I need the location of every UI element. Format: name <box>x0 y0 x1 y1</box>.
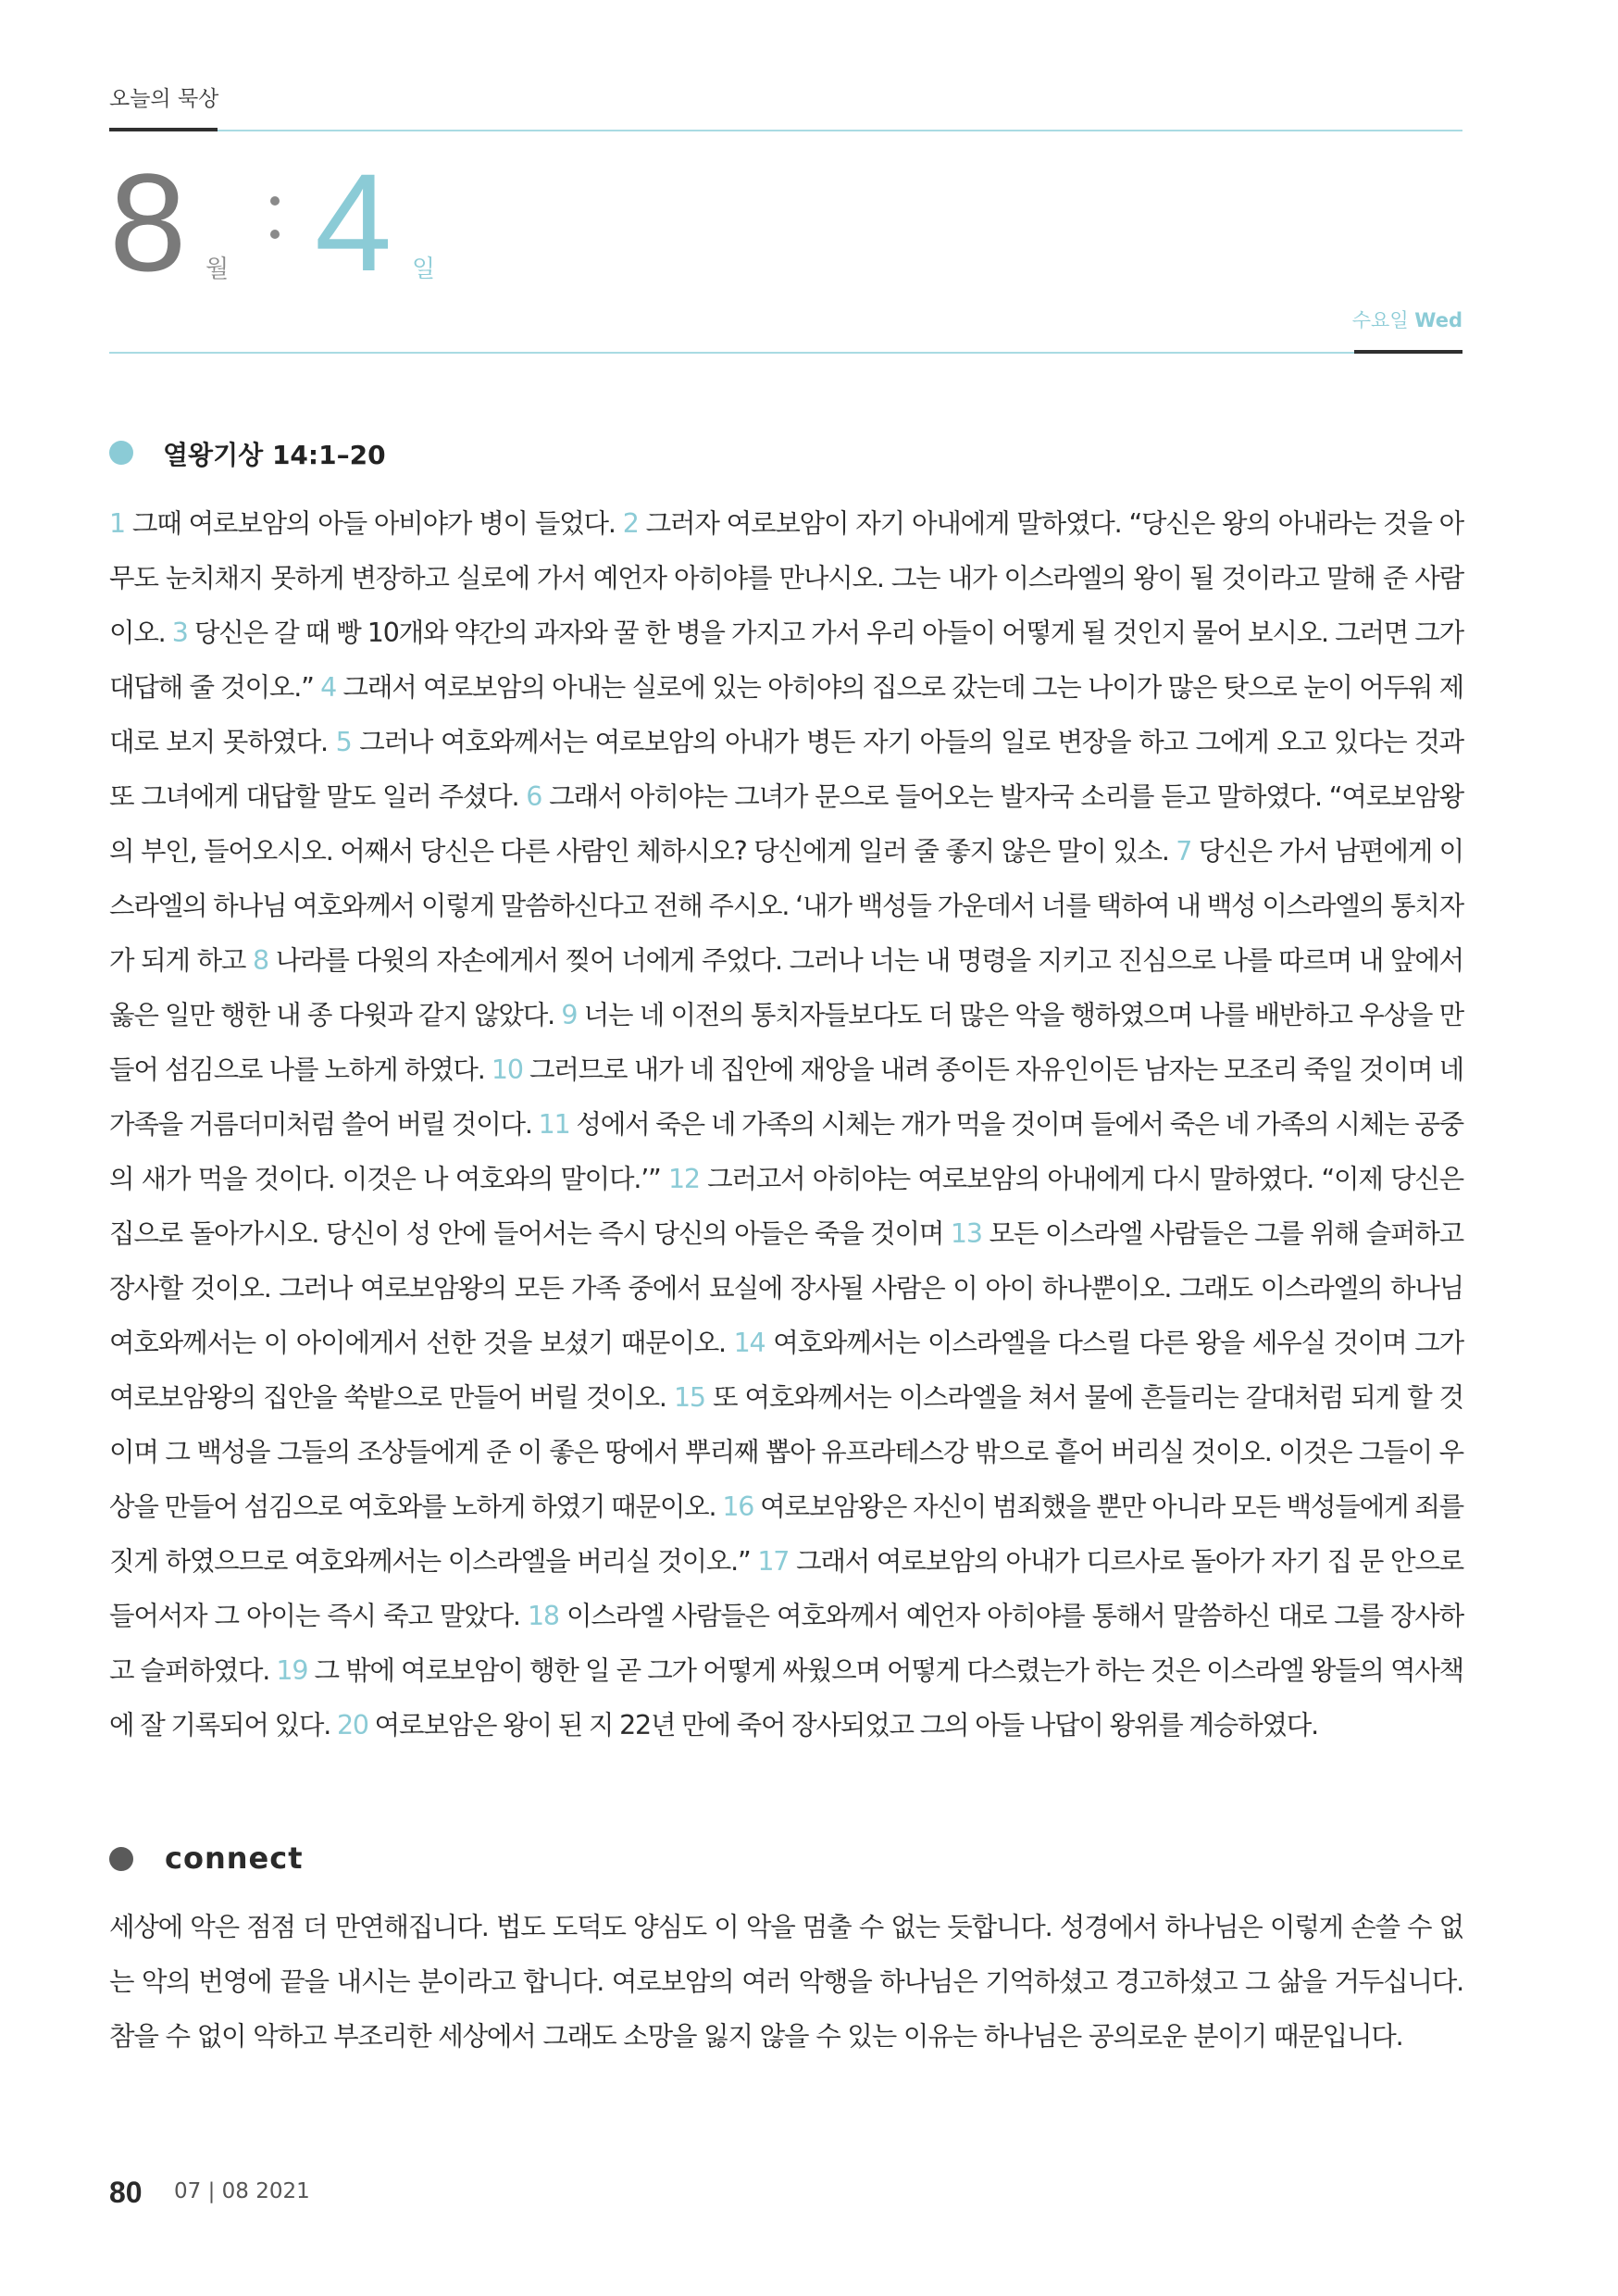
date-day-unit: 일 <box>412 256 436 283</box>
scripture-text <box>109 496 1463 1753</box>
verse-text: 이스라엘 사람들은 여호와께서 예언자 아히야를 통해서 말씀하신 대로 그를 장사하고 슬퍼하였다. <box>109 1601 1463 1686</box>
verse-number: 8 <box>253 945 268 976</box>
verse-number: 20 <box>336 1710 368 1741</box>
verse-text: 그러자 여로보암이 자기 아내에게 말하였다. “당신은 왕의 아내라는 것을 아무도 눈치채지 못하게 변장하고 실로에 가서 예언자 아히야를 만나시오. 그는 내가 이스라엘의 왕이 될 것이라고 말해 준 사람이오. <box>109 508 1463 648</box>
verse-text: 그러고서 아히야는 여로보암의 아내에게 다시 말하였다. “이제 당신은 집으로 돌아가시오. 당신이 성 안에 들어서는 즉시 당신의 아들은 죽을 것이며 <box>109 1164 1463 1249</box>
verse-number: 17 <box>757 1546 790 1577</box>
date-month: 8 <box>109 144 183 300</box>
date-colon <box>270 196 281 263</box>
verse-number: 15 <box>673 1382 705 1413</box>
date-rule-accent <box>1354 350 1462 354</box>
verse-number: 3 <box>171 618 188 648</box>
verse-text: 여로보암왕은 자신이 범죄했을 뿐만 아니라 모든 백성들에게 죄를 짓게 하였으므로 여호와께서는 이스라엘을 버리실 것이오.” <box>109 1491 1463 1577</box>
verse-number: 9 <box>561 1000 578 1030</box>
verse-number: 14 <box>733 1328 765 1358</box>
verse-text: 성에서 죽은 네 가족의 시체는 개가 먹을 것이며 들에서 죽은 네 가족의 시체는 공중의 새가 먹을 것이다. 이것은 나 여호와의 말이다.’” <box>109 1109 1463 1194</box>
verse-text: 그 밖에 여로보암이 행한 일 곧 그가 어떻게 싸웠으며 어떻게 다스렸는가 하는 것은 이스라엘 왕들의 역사책에 잘 기록되어 있다. <box>109 1655 1463 1741</box>
verse-number: 2 <box>622 508 639 539</box>
verse-text: 여로보암은 왕이 된 지 22년 만에 죽어 장사되었고 그의 아들 나답이 왕위를 계승하였다. <box>367 1710 1318 1741</box>
verse-number: 5 <box>335 727 352 757</box>
verse-text: 그러므로 내가 네 집안에 재앙을 내려 종이든 자유인이든 남자는 모조리 죽일 것이며 네 가족을 거름더미처럼 쓸어 버릴 것이다. <box>109 1054 1464 1140</box>
connect-title: connect <box>165 1841 304 1876</box>
verse-text: 그러나 여호와께서는 여로보암의 아내가 병든 자기 아들의 일로 변장을 하고 그에게 오고 있다는 것과 또 그녀에게 대답할 말도 일러 주셨다. <box>109 727 1463 812</box>
verse-text: 그래서 여로보암의 아내는 실로에 있는 아히야의 집으로 갔는데 그는 나이가 많은 탓으로 눈이 어두워 제대로 보지 못하였다. <box>109 672 1464 757</box>
verse-text: 모든 이스라엘 사람들은 그를 위해 슬퍼하고 장사할 것이오. 그러나 여로보암왕의 모든 가족 중에서 묘실에 장사될 사람은 이 아이 하나뿐이오. 그래도 이스라엘의 하나님 여호와께서는 이 아이에게서 선한 것을 보셨기 때문이오. <box>109 1218 1464 1358</box>
verse-number: 11 <box>538 1109 570 1140</box>
reflection-text: 세상에 악은 점점 더 만연해집니다. 법도 도덕도 양심도 이 악을 멈출 수 없는 듯합니다. 성경에서 하나님은 이렇게 손쓸 수 없는 악의 번영에 끝을 내시는 분이라고 합니다. 여로보암의 여러 악행을 하나님은 기억하셨고 경고하셨고 그 삶을 거두십니다. 참을 수 없이 악하고 부조리한 세상에서 그래도 소망을 잃지 않을 수 있는 이유는 하나님은 공의로운 분이기 때문입니다. <box>109 1912 1463 2052</box>
section-label: 오늘의 묵상 <box>109 87 219 111</box>
date-rule <box>109 352 1354 354</box>
header-rule-accent <box>109 128 218 131</box>
verse-number: 6 <box>526 781 542 812</box>
weekday-korean: 수요일 <box>1351 309 1409 331</box>
connect-bullet-icon <box>109 1847 133 1871</box>
verse-text: 그래서 여로보암의 아내가 디르사로 돌아가 자기 집 문 안으로 들어서자 그 아이는 즉시 죽고 말았다. <box>109 1546 1463 1631</box>
verse-text: 당신은 가서 남편에게 이스라엘의 하나님 여호와께서 이렇게 말씀하신다고 전해 주시오. ‘내가 백성들 가운데서 너를 택하여 내 백성 이스라엘의 통치자가 되게 하고 <box>109 836 1463 976</box>
passage-reference: 열왕기상 14:1–20 <box>163 440 386 470</box>
verse-number: 12 <box>667 1164 700 1194</box>
verse-text: 그때 여로보암의 아들 아비야가 병이 들었다. <box>124 508 623 539</box>
verse-number: 18 <box>527 1601 559 1631</box>
verse-number: 13 <box>950 1218 982 1249</box>
page-number: 80 <box>109 2176 143 2209</box>
verse-text: 여호와께서는 이스라엘을 다스릴 다른 왕을 세우실 것이며 그가 여로보암왕의 집안을 쑥밭으로 만들어 버릴 것이오. <box>109 1328 1463 1413</box>
verse-number: 1 <box>109 508 125 539</box>
passage-bullet-icon <box>109 441 133 465</box>
date-day: 4 <box>315 144 392 300</box>
date-month-unit: 월 <box>205 256 230 283</box>
verse-text: 너는 네 이전의 통치자들보다도 더 많은 악을 행하였으며 나를 배반하고 우상을 만들어 섬김으로 나를 노하게 하였다. <box>109 1000 1463 1085</box>
verse-text: 나라를 다윗의 자손에게서 찢어 너에게 주었다. 그러나 너는 내 명령을 지키고 진심으로 나를 따르며 내 앞에서 옳은 일만 행한 내 종 다윗과 같지 않았다. <box>109 945 1464 1030</box>
verse-text: 또 여호와께서는 이스라엘을 쳐서 물에 흔들리는 갈대처럼 되게 할 것이며 그 백성을 그들의 조상들에게 준 이 좋은 땅에서 뿌리째 뽑아 유프라테스강 밖으로 흩어 버리실 것이오. 이것은 그들이 우상을 만들어 섬김으로 여호와를 노하게 하였기 때문이오. <box>109 1382 1463 1522</box>
header-rule <box>218 130 1462 131</box>
issue-date: 07 | 08 2021 <box>174 2179 310 2203</box>
verse-number: 4 <box>320 672 337 703</box>
verse-number: 7 <box>1176 836 1192 867</box>
verse-text: 당신은 갈 때 빵 10개와 약간의 과자와 꿀 한 병을 가지고 가서 우리 아들이 어떻게 될 것인지 물어 보시오. 그러면 그가 대답해 줄 것이오.” <box>109 618 1463 703</box>
verse-number: 16 <box>722 1491 754 1522</box>
verse-number: 19 <box>276 1655 308 1686</box>
weekday-english: Wed <box>1414 309 1462 331</box>
verse-text: 그래서 아히야는 그녀가 문으로 들어오는 발자국 소리를 듣고 말하였다. “여로보암왕의 부인, 들어오시오. 어째서 당신은 다른 사람인 체하시오? 당신에게 일러 줄 좋지 않은 말이 있소. <box>109 781 1463 867</box>
weekday <box>1352 306 1462 333</box>
verse-number: 10 <box>491 1054 523 1085</box>
